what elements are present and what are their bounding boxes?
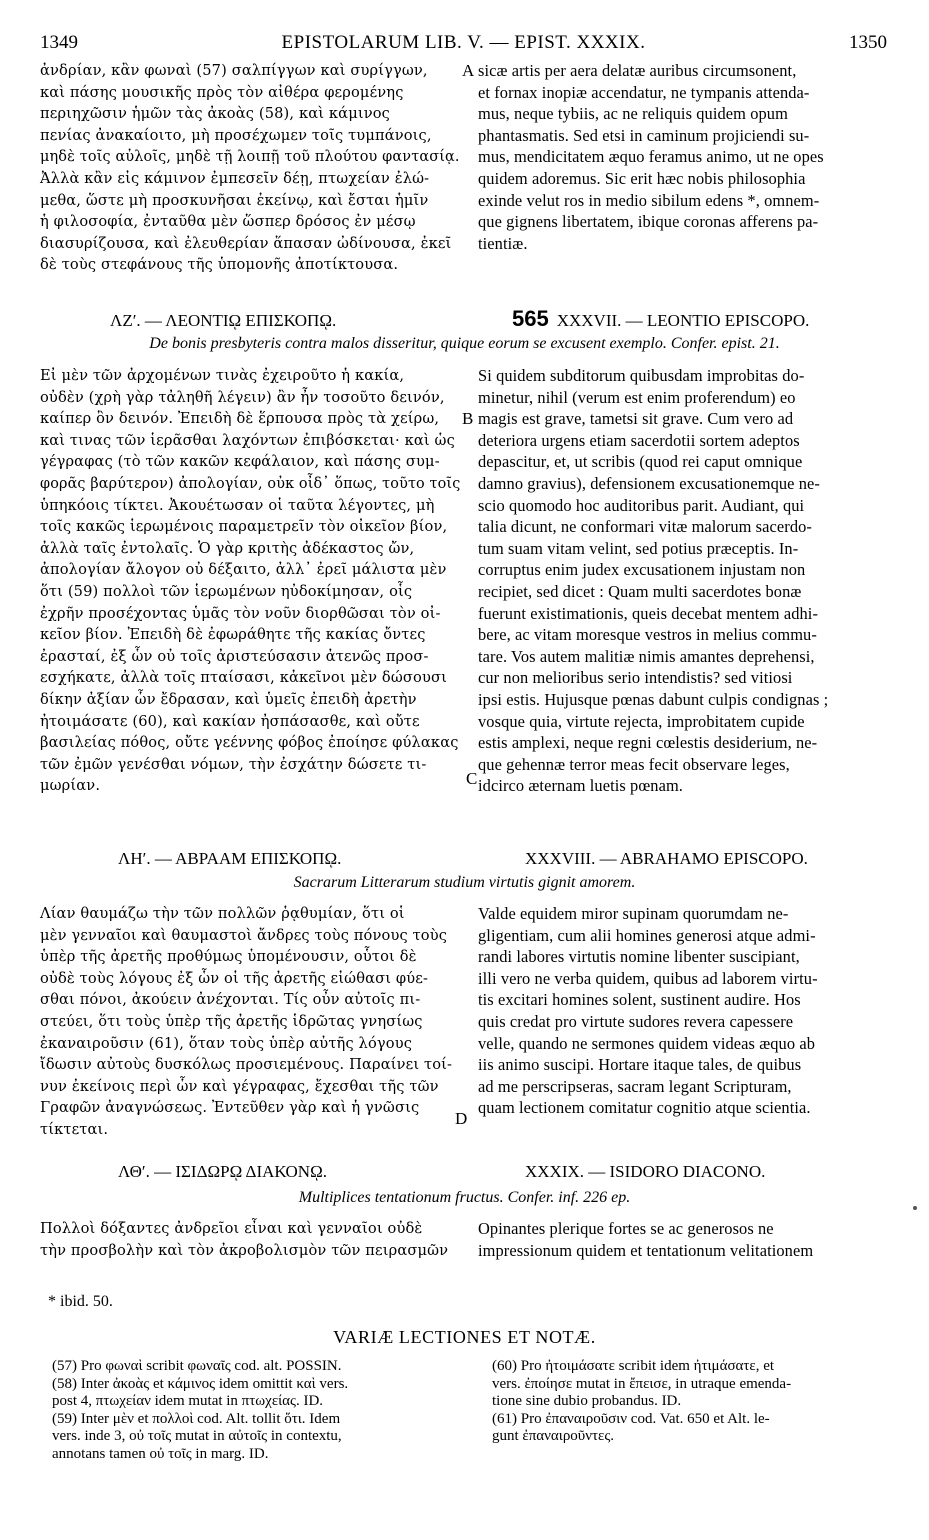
text-line: Opinantes plerique fortes se ac generosos ne xyxy=(478,1219,774,1238)
sec39-latin-title: XXXIX. — ISIDORO DIACONO. xyxy=(525,1162,766,1181)
sec37-greek-column xyxy=(40,365,460,797)
sec39-latin-column xyxy=(478,1218,890,1261)
text-line: gunt ἐπαναιροῦντες. xyxy=(492,1428,615,1445)
margin-marker-d: D xyxy=(455,1109,468,1128)
text-line: Εἰ μὲν τῶν ἀρχομένων τινὰς ἐχειροῦτο ἡ κακία, xyxy=(40,367,405,384)
text-line: καὶ πάσης μουσικῆς πρὸς τὸν αἰθέρα φερομένης xyxy=(40,83,404,101)
sec38-latin-column xyxy=(478,903,890,1119)
text-line: (61) Pro ἐπαναιροῦσιν cod. Vat. 650 et Alt. le- xyxy=(492,1410,770,1427)
sec38-greek-column xyxy=(40,903,460,1141)
text-line: quidem adoremus. Sic erit hæc nobis philosophia xyxy=(478,168,806,188)
text-line: ἐχρῆν προσέχοντας ὑμᾶς τὸν νοῦν διορθῶσαι τὸν οἰ- xyxy=(40,604,441,622)
text-line: εσχήκατε, ἀλλὰ τοῖς πταίσασι, κἀκεῖνοι μὲν δώσουσι xyxy=(40,669,447,687)
text-line: tis excitari homines solent, sustinent audire. Hos xyxy=(478,990,801,1010)
text-line: iis animo suscipi. Hortare itaque tales, de quibus xyxy=(478,1055,802,1075)
sec37-latin-column xyxy=(478,365,890,797)
text-line: Πολλοὶ δόξαντες ἀνδρεῖοι εἶναι καὶ γενναῖοι οὐδὲ xyxy=(40,1220,423,1237)
text-line: minetur, nihil (verum est enim proferendum) eo xyxy=(478,387,796,407)
text-line: στεύει, ὅτι τοὺς ὑπὲρ τῆς ἀρετῆς ἱδρῶτας γνησίως xyxy=(40,1012,423,1030)
text-line: καίπερ ὂν δεινόν. Ἐπειδὴ δὲ ἕρπουσα πρὸς τὰ χείρω, xyxy=(40,410,440,428)
text-line: magis est grave, tametsi sit grave. Cum vero ad xyxy=(478,409,794,429)
text-line: sicæ artis per aera delatæ auribus circumsonent, xyxy=(478,61,797,80)
text-line: ἐρασταί, ἐξ ὧν οὐ τοῖς ἀριστεύσασιν ἀτενῶς προσ- xyxy=(40,647,429,665)
text-line: διασυρίζουσα, καὶ ἐλευθερίαν ἅπασαν ὠδίνουσα, ἐκεῖ xyxy=(40,234,452,252)
page-number-left: 1349 xyxy=(40,32,78,53)
text-line: talia dicunt, ne conformari vitæ malorum sacerdo- xyxy=(478,517,812,537)
text-line: impressionum quidem et tentationum velitationem xyxy=(478,1240,814,1260)
text-line: ad me perscripseras, sacram legant Scripturam, xyxy=(478,1076,792,1096)
margin-marker-b: B xyxy=(462,409,474,428)
sec39-greek-column xyxy=(40,1218,460,1261)
text-line: vers. inde 3, οὐ τοῖς mutat in αὐτοῖς in contextu, xyxy=(52,1428,342,1445)
text-line: βασιλείας πόθος, οὔτε γεέννης φόβος ἐποίησε φύλακας xyxy=(40,734,459,752)
text-line: τοῖς κακῶς ἱερωμένοις παραμετρεῖν τὸν οἰκεῖον βίον, xyxy=(40,518,448,536)
text-line: que gehennæ terror meas fecit observare leges, xyxy=(478,754,790,774)
text-line: Λίαν θαυμάζω τὴν τῶν πολλῶν ῥᾳθυμίαν, ὅτι οἱ xyxy=(40,905,405,922)
text-line: (57) Pro φωναὶ scribit φωναῖς cod. alt. POSSIN. xyxy=(52,1358,342,1374)
text-line: ὑπὲρ τῆς ἀρετῆς προθύμως ὑπομένουσιν, οὗτοι δὲ xyxy=(40,948,417,966)
text-line: vosque quia, virtute rejecta, improbitatem cupide xyxy=(478,711,805,731)
text-line: ἡ φιλοσοφία, ἐνταῦθα μὲν ὥσπερ δρόσος ἐν μέσῳ xyxy=(40,213,416,231)
page-number-right: 1350 xyxy=(849,32,887,53)
sec39-subtitle: Multiplices tentationum fructus. Confer. inf. 226 ep. xyxy=(298,1189,631,1206)
sec38-latin-title: XXXVIII. — ABRAHAMO EPISCOPO. xyxy=(525,849,808,868)
text-line: πενίας ἀνακαίοιτο, μὴ προσέχωμεν τοῖς τυμπάνοις, xyxy=(40,126,432,144)
text-line: velle, quando ne sermones quidem videas æquo ab xyxy=(478,1033,815,1053)
text-line: (58) Inter ἀκοὰς et κάμινος idem omittit καὶ vers. xyxy=(52,1375,349,1392)
text-line: ἀπολογίαν ἄλογον οὐ δέξαιτο, ἀλλ᾽ ἐρεῖ μάλιστα μὲν xyxy=(40,561,447,579)
text-line: corruptus enim judex excusationem injustam non xyxy=(478,560,806,580)
notes-left-column xyxy=(52,1358,462,1464)
top-greek-column xyxy=(40,60,460,276)
text-line: ἴδωσιν αὐτοὺς δυσκόλως προσιεμένους. Παραίνει τοί- xyxy=(40,1056,453,1074)
text-line: scio quomodo hoc auditoribus parit. Audiant, qui xyxy=(478,495,805,515)
text-line: mus, mendicitatem æquo feramus animo, ut ne opes xyxy=(478,147,824,167)
text-line: tione sine dubio probandus. ID. xyxy=(492,1393,682,1410)
text-line: δὲ τοὺς στεφάνους τῆς ὑπομονῆς ἀποτίκτουσα. xyxy=(40,256,399,274)
text-line: Si quidem subditorum quibusdam improbitas do- xyxy=(478,366,805,385)
text-line: idcirco æternam luetis pœnam. xyxy=(478,776,683,796)
text-line: mus, neque tybiis, ac ne reliquis quidem opum xyxy=(478,104,788,124)
text-line: Γραφῶν ἀναγνώσεως. Ἐντεῦθεν γὰρ καὶ ἡ γνῶσις xyxy=(40,1099,420,1117)
text-line: καὶ τινας τῶν ἱερᾶσθαι λαχόντων ἐπιβόσκεται· καὶ ὡς xyxy=(40,431,455,449)
sec38-subtitle: Sacrarum Litterarum studium virtutis gignit amorem. xyxy=(293,874,636,891)
text-line: damno gravius), defensionem excusationemque ne- xyxy=(478,473,820,493)
text-line: tientiæ. xyxy=(478,233,528,253)
text-line: Valde equidem miror supinam quorumdam ne- xyxy=(478,904,789,923)
text-line: deteriora urgens etiam sacerdotii sortem adeptos xyxy=(478,430,800,450)
text-line: μωρίαν. xyxy=(40,777,101,795)
running-header xyxy=(40,32,887,56)
text-line: οὐδὲ τοὺς λόγους ἐξ ὧν οἱ τῆς ἀρετῆς εἰώθασι φύε- xyxy=(40,969,429,987)
sec37-greek-title: ΛΖʹ. — ΛΕΟΝΤΙῼ ΕΠΙΣΚΟΠῼ. xyxy=(110,311,337,330)
text-line: quis credat pro virtute sudores revera capessere xyxy=(478,1011,794,1031)
margin-marker-c: C xyxy=(466,769,478,788)
top-latin-column xyxy=(478,60,890,254)
text-line: μηδὲ τοῖς αὐλοῖς, μηδὲ τῇ λοιπῇ τοῦ πλούτου φαντασίᾳ. xyxy=(40,148,460,166)
text-line: φορᾶς βαρύτερον) ἀπολογίαν, οὐκ οἶδ᾽ ὅπως, τοῦτο τοῖς xyxy=(40,474,461,492)
margin-marker-a: A xyxy=(462,61,475,80)
text-line: gligentiam, cum alii homines generosi atque admi- xyxy=(478,925,816,945)
sec39-greek-title: ΛΘʹ. — ΙΣΙΔΩΡῼ ΔΙΑΚΟΝῼ. xyxy=(118,1162,327,1181)
text-line: randi labores virtutis nomine libenter suscipiant, xyxy=(478,947,800,967)
text-line: ἀνδρίαν, κἂν φωναὶ (57) σαλπίγγων καὶ συρίγγων, xyxy=(40,62,428,79)
text-line: κεῖον βίον. Ἐπειδὴ δὲ ἐφωράθητε τῆς κακίας ὄντες xyxy=(40,626,426,644)
text-line: νυν ἐκείνοις περὶ ὧν καὶ γέγραφας, ἔχεσθαι τῆς τῶν xyxy=(40,1077,439,1095)
text-line: annotans tamen οὐ τοῖς in marg. ID. xyxy=(52,1445,269,1462)
text-line: quam lectionem comitatur cognitio atque scientia. xyxy=(478,1098,811,1118)
text-line: et fornax inopiæ accendatur, ne tympanis attenda- xyxy=(478,82,810,102)
text-line: δίκην ἀξίαν ὧν ἔδρασαν, καὶ ὑμεῖς ἐπειδὴ ἀρετὴν xyxy=(40,690,417,708)
text-line: estis amplexi, neque regni cœlestis desiderium, ne- xyxy=(478,733,818,753)
text-line: ὅτι (59) πολλοὶ τῶν ἱερωμένων ηὐδοκίμησαν, οἷς xyxy=(40,582,413,600)
text-line: (59) Inter μὲν et πολλοὶ cod. Alt. tollit ὅτι. Idem xyxy=(52,1410,341,1427)
text-line: bere, ac vitam moresque vestros in melius commu- xyxy=(478,625,817,645)
column-footnote: * ibid. 50. xyxy=(48,1293,113,1310)
sec37-latin-title xyxy=(512,306,809,332)
sec38-greek-title: ΛΗʹ. — ΑΒΡΑΑΜ ΕΠΙΣΚΟΠῼ. xyxy=(118,849,342,868)
text-line: recipiet, sed dicet : Quam multi sacerdotes bonæ xyxy=(478,581,802,601)
text-line: περιηχῶσιν ἡμῶν τὰς ἀκοὰς (58), καὶ κάμινος xyxy=(40,105,390,123)
print-speck xyxy=(913,1206,917,1210)
notes-right-column xyxy=(492,1358,892,1446)
text-line: τὴν προσβολὴν καὶ τὸν ἀκροβολισμὸν τῶν πειρασμῶν xyxy=(40,1241,449,1259)
text-line: vers. ἐποίησε mutat in ἔπεισε, in utraque emenda- xyxy=(492,1375,792,1392)
text-line: fuerunt existimationis, queis decebat mentem adhi- xyxy=(478,603,818,623)
text-line: exinde velut ros in medio sibilum edens *, omnem- xyxy=(478,190,820,210)
text-line: que gignens libertatem, ibique coronas afferens pa- xyxy=(478,212,819,232)
text-line: phantasmatis. Sed etsi in caminum projiciendi su- xyxy=(478,125,810,145)
text-line: ἠτοιμάσατε (60), καὶ κακίαν ἠσπάσασθε, καὶ οὔτε xyxy=(40,712,420,730)
sec37-subtitle: De bonis presbyteris contra malos disseritur, quique eorum se excusent exemplo. Confer. epist. 21. xyxy=(149,335,780,352)
text-line: ipsi estis. Hujusque pœnas dabunt culpis condignas ; xyxy=(478,689,829,709)
text-line: illi vero ne verba quidem, quibus ad laborem virtu- xyxy=(478,968,818,988)
text-line: Ἀλλὰ κἂν εἰς κάμινον ἐμπεσεῖν δέῃ, πτωχείαν ἐλώ- xyxy=(40,169,430,187)
text-line: σθαι πόνοι, ἀκούειν ἀνέχονται. Τίς οὖν αὐτοῖς πι- xyxy=(40,991,421,1009)
text-line: ἀλλὰ ταῖς ἐντολαῖς. Ὁ γὰρ κριτὴς ἀδέκαστος ὤν, xyxy=(40,539,415,557)
text-line: ἐκαναιροῦσιν (61), ὅταν τοὺς ὑπὲρ αὐτῆς λόγους xyxy=(40,1034,413,1052)
text-line: μεθα, ὥστε μὴ προσκυνῆσαι ἐκείνῳ, καὶ ἔσται ἡμῖν xyxy=(40,191,429,209)
text-line: γέγραφας (τὸ τῶν κακῶν κεφάλαιον, καὶ πάσης συμ- xyxy=(40,453,440,471)
text-line: ὑπηκόοις τίκτει. Ἀκουέτωσαν οἱ ταῦτα λέγοντες, μὴ xyxy=(40,496,435,514)
text-line: tum suam vitam velint, sed potius præceptis. In- xyxy=(478,538,799,558)
text-line: tare. Vos autem malitiæ nimis amantes deprehensi, xyxy=(478,646,815,666)
text-line: depascitur, et, ut scribis (quod rei caput omnique xyxy=(478,452,803,472)
text-line: μὲν γενναῖοι καὶ θαυμαστοὶ ἄνδρες τοὺς πόνους τοὺς xyxy=(40,926,448,944)
text-line: cur non melioribus serio intendistis? sed vitiosi xyxy=(478,668,793,688)
text-line: οὐδὲν (χρὴ γὰρ τἀληθῆ λέγειν) ἂν ἦν τοσοῦτο δεινόν, xyxy=(40,388,445,406)
text-line: post 4, πτωχείαν idem mutat in πτωχείας. ID. xyxy=(52,1393,324,1410)
running-title: EPISTOLARUM LIB. V. — EPIST. XXXIX. xyxy=(281,32,646,53)
text-line: τίκτεται. xyxy=(40,1120,109,1138)
notes-heading: VARIÆ LECTIONES ET NOTÆ. xyxy=(333,1327,596,1347)
sec37-latin-title-text: XXXVII. — LEONTIO EPISCOPO. xyxy=(556,311,810,330)
text-line: τῶν ἐμῶν γενέσθαι νόμων, τὴν ἐσχάτην δώσετε τι- xyxy=(40,755,427,773)
text-line: (60) Pro ἠτοιμάσατε scribit idem ἠτιμάσατε, et xyxy=(492,1358,775,1374)
column-number: 565 xyxy=(512,306,549,331)
